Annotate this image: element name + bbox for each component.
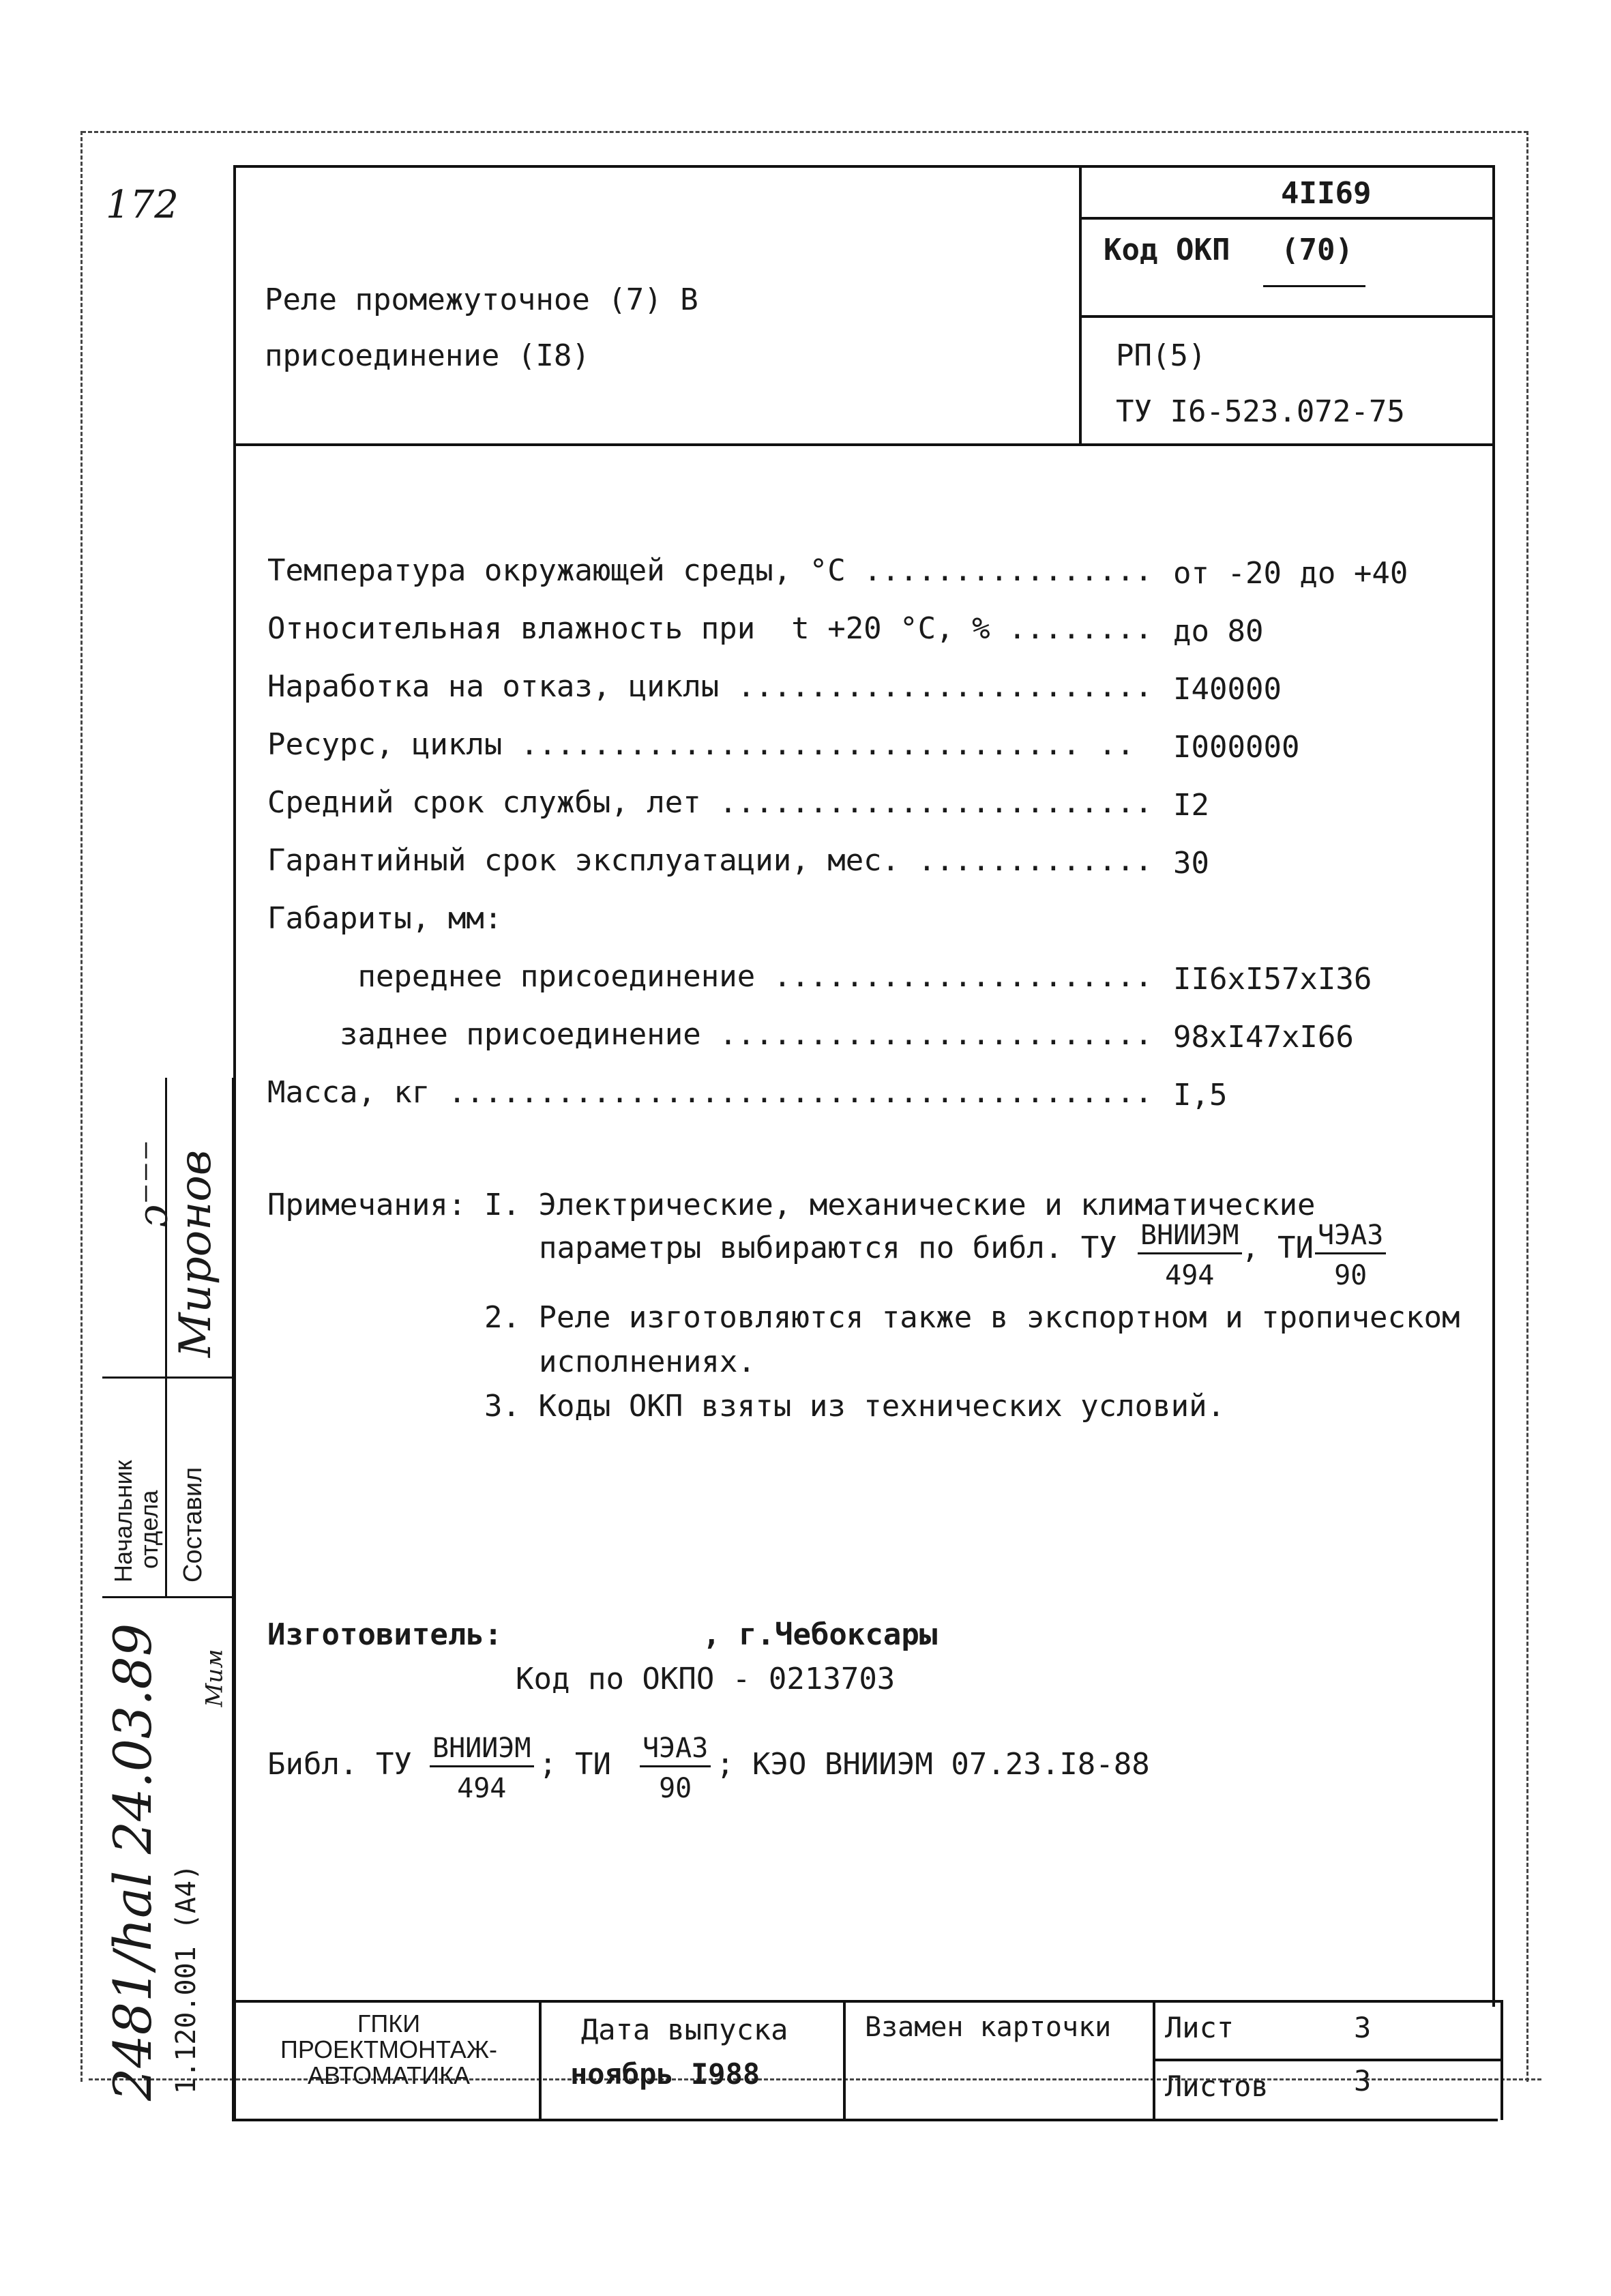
fraction-numerator: ВНИИЭМ: [1138, 1220, 1242, 1254]
bibl-fraction-ti: [640, 1733, 711, 1804]
header-rp: РП(5): [1116, 338, 1207, 373]
bibl-prefix: Библ. ТУ: [267, 1747, 412, 1782]
note-1-sep: , ТИ: [1241, 1231, 1314, 1265]
note-1-line2: параметры выбираются по библ. ТУ: [539, 1231, 1117, 1265]
spec-label: Средний срок службы, лет ........................: [267, 785, 1153, 820]
header-code-line: [1079, 217, 1495, 220]
footer-date-label: Дата выпуска: [581, 2013, 788, 2046]
small-initials-mark: Мим: [201, 1649, 228, 1707]
fraction-denominator: 494: [457, 1773, 507, 1804]
spec-value: I2: [1173, 788, 1209, 823]
head-of-dept-label-2: отдела: [135, 1490, 163, 1569]
card-border-right: [1492, 165, 1495, 2007]
spec-value: I40000: [1173, 672, 1282, 707]
bibl-suffix: ; КЭО ВНИИЭМ 07.23.I8-88: [716, 1747, 1150, 1782]
spec-value: от -20 до +40: [1173, 556, 1408, 591]
manufacturer-city: , г.Чебоксары: [703, 1617, 938, 1652]
spec-label: Относительная влажность при t +20 °С, % ........: [267, 611, 1153, 646]
spec-value: I000000: [1173, 730, 1300, 765]
spec-value: II6xI57xI36: [1173, 962, 1372, 997]
header-bottom-line: [233, 443, 1495, 446]
bibl-mid: ; ТИ: [539, 1747, 611, 1782]
side-vline-2: [232, 1078, 234, 2121]
footer-org: [239, 2011, 539, 2088]
head-of-dept-label-1: Начальник: [109, 1460, 137, 1583]
footer-org-line1: ГПКИ: [357, 2010, 421, 2037]
note-1-fraction-tu: [1138, 1220, 1242, 1291]
footer-right-edge: [1501, 2000, 1503, 2120]
footer-sheets-label: Листов: [1165, 2070, 1269, 2103]
outer-frame-top: [82, 131, 1528, 133]
page-number: 172: [106, 183, 179, 227]
side-hline-1: [102, 1377, 232, 1379]
head-signature-mark: ɔ⁻⁻⁻: [129, 1139, 177, 1228]
spec-value: 30: [1173, 846, 1209, 881]
footer-date-value: ноябрь I988: [570, 2057, 760, 2091]
spec-label: заднее присоединение ........................: [267, 1017, 1153, 1052]
footer-row-split: [1153, 2059, 1503, 2061]
note-3: 3. Коды ОКП взяты из технических условий.: [484, 1389, 1226, 1424]
footer-sheet-value: 3: [1354, 2011, 1372, 2044]
compiled-by-signature: Миронов: [171, 1149, 221, 1357]
okp-value: (70): [1281, 233, 1353, 267]
footer-top-line: [233, 2000, 1503, 2003]
header-tu: ТУ I6-523.072-75: [1116, 394, 1405, 429]
fraction-denominator: 494: [1165, 1260, 1215, 1291]
fraction-numerator: ЧЭАЗ: [1315, 1220, 1386, 1254]
header-code: 4II69: [1281, 176, 1372, 211]
fraction-denominator: 90: [659, 1773, 692, 1804]
fraction-denominator: 90: [1334, 1260, 1368, 1291]
footer-sheet-label: Лист: [1165, 2011, 1235, 2044]
handwritten-registration-number: 2481/hal 24.03.89: [102, 1623, 163, 2101]
okp-underline: [1263, 285, 1365, 287]
spec-value: до 80: [1173, 614, 1264, 649]
footer-org-line3: АВТОМАТИКА: [307, 2061, 471, 2089]
footer-col-2: [843, 2000, 846, 2120]
header-title-line1: Реле промежуточное (7) В: [265, 282, 698, 317]
footer-sheets-value: 3: [1354, 2064, 1372, 2098]
spec-label: Габариты, мм:: [267, 901, 503, 936]
manufacturer-okpo: Код по ОКПО - 0213703: [516, 1662, 896, 1696]
spec-label: Гарантийный срок эксплуатации, мес. .............: [267, 843, 1153, 878]
footer-org-line2: ПРОЕКТМОНТАЖ-: [280, 2035, 498, 2063]
spec-label: Температура окружающей среды, °С ................: [267, 553, 1153, 588]
header-title-line2: присоединение (I8): [265, 338, 590, 373]
spec-value: I,5: [1173, 1078, 1228, 1113]
card-border-top: [233, 165, 1495, 168]
spec-label: Ресурс, циклы ............................... ..: [267, 727, 1135, 762]
spec-label: Масса, кг .......................................: [267, 1075, 1153, 1110]
spec-label: Наработка на отказ, циклы .......................: [267, 669, 1153, 704]
fraction-numerator: ЧЭАЗ: [640, 1733, 711, 1767]
header-divider: [1079, 165, 1082, 445]
footer-col-1: [539, 2000, 542, 2120]
fraction-numerator: ВНИИЭМ: [430, 1733, 534, 1767]
note-1-line1: I. Электрические, механические и климатические: [484, 1188, 1316, 1222]
outer-frame-right: [1526, 131, 1528, 2082]
outer-frame-left: [80, 131, 83, 2082]
okp-label: Код ОКП: [1104, 233, 1230, 267]
note-2-line1: 2. Реле изготовляются также в экспортном и тропическом: [484, 1300, 1460, 1335]
notes-label: Примечания:: [267, 1188, 467, 1222]
side-hline-2: [102, 1596, 232, 1598]
manufacturer-label: Изготовитель:: [267, 1617, 503, 1652]
spec-value: 98xI47xI66: [1173, 1020, 1354, 1055]
form-code: 1.120.001 (А4): [171, 1864, 202, 2094]
header-okp-line: [1079, 315, 1495, 318]
compiled-by-label: Составил: [179, 1467, 207, 1583]
note-2-line2: исполнениях.: [539, 1344, 756, 1379]
footer-replace-label: Взамен карточки: [865, 2012, 1112, 2043]
bibl-fraction-tu: [430, 1733, 534, 1804]
note-1-fraction-ti: [1315, 1220, 1386, 1291]
card-border-bottom: [233, 2119, 1498, 2121]
spec-label: переднее присоединение .....................: [267, 959, 1153, 994]
